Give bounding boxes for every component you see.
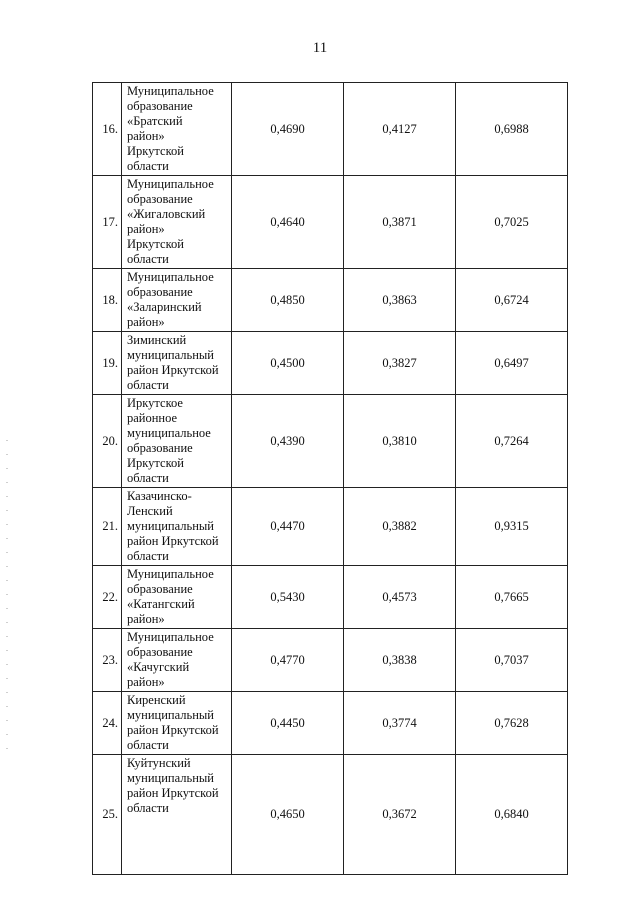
value-col-3: 0,7264 [456,395,568,488]
table-row [93,566,568,629]
table-row [93,692,568,755]
name-line: Иркутской [127,237,184,251]
municipality-name [122,332,232,395]
name-line: области [127,159,169,173]
row-number: 19. [93,332,122,395]
name-line: район» [127,315,165,329]
name-line: области [127,549,169,563]
name-line: муниципальный [127,771,214,785]
value-col-2: 0,3882 [344,488,456,566]
table-row [93,629,568,692]
name-line: Иркутской [127,456,184,470]
value-col-2: 0,3863 [344,269,456,332]
name-line: Муниципальное [127,84,214,98]
row-number: 25. [93,755,122,875]
value-col-1: 0,4450 [232,692,344,755]
value-col-2: 0,4127 [344,83,456,176]
name-line: Казачинско- [127,489,192,503]
value-col-2: 0,4573 [344,566,456,629]
name-line: район» [127,222,165,236]
name-line: образование [127,441,193,455]
value-col-2: 0,3871 [344,176,456,269]
name-line: Зиминский [127,333,187,347]
name-line: Муниципальное [127,270,214,284]
municipality-name [122,83,232,176]
name-line: «Заларинский [127,300,202,314]
name-line: образование [127,645,193,659]
name-line: «Братский [127,114,183,128]
value-col-3: 0,6840 [456,755,568,875]
name-line: район» [127,675,165,689]
name-line: области [127,471,169,485]
name-line: район» [127,129,165,143]
name-line: образование [127,99,193,113]
value-col-3: 0,6497 [456,332,568,395]
value-col-1: 0,5430 [232,566,344,629]
name-line: Муниципальное [127,177,214,191]
name-line: «Качугский [127,660,190,674]
name-line: Муниципальное [127,630,214,644]
name-line: Иркутское [127,396,183,410]
municipality-name [122,488,232,566]
value-col-1: 0,4640 [232,176,344,269]
table-row [93,395,568,488]
value-col-3: 0,7628 [456,692,568,755]
row-number: 20. [93,395,122,488]
value-col-3: 0,7665 [456,566,568,629]
page-number: 11 [312,40,328,56]
table-row [93,755,568,875]
name-line: район Иркутской [127,723,219,737]
value-col-3: 0,6988 [456,83,568,176]
row-number: 24. [93,692,122,755]
name-line: Иркутской [127,144,184,158]
value-col-2: 0,3838 [344,629,456,692]
name-line: муниципальный [127,519,214,533]
name-line: район Иркутской [127,363,219,377]
name-line: образование [127,582,193,596]
name-line: области [127,738,169,752]
row-number: 22. [93,566,122,629]
value-col-3: 0,6724 [456,269,568,332]
municipality-name [122,755,232,875]
row-number: 18. [93,269,122,332]
value-col-1: 0,4390 [232,395,344,488]
municipality-name [122,629,232,692]
scan-margin-artifact [6,440,8,760]
name-line: район» [127,612,165,626]
name-line: муниципальное [127,426,211,440]
value-col-3: 0,9315 [456,488,568,566]
name-line: Куйтунский [127,756,191,770]
row-number: 17. [93,176,122,269]
municipality-name [122,269,232,332]
row-number: 23. [93,629,122,692]
name-line: «Катангский [127,597,195,611]
row-number: 16. [93,83,122,176]
name-line: Киренский [127,693,186,707]
value-col-2: 0,3827 [344,332,456,395]
name-line: муниципальный [127,348,214,362]
value-col-1: 0,4500 [232,332,344,395]
name-line: области [127,801,169,815]
name-line: области [127,378,169,392]
table-row [93,332,568,395]
name-line: район Иркутской [127,534,219,548]
table-row [93,488,568,566]
value-col-1: 0,4690 [232,83,344,176]
name-line: образование [127,192,193,206]
name-line: области [127,252,169,266]
value-col-2: 0,3672 [344,755,456,875]
value-col-1: 0,4650 [232,755,344,875]
value-col-2: 0,3810 [344,395,456,488]
municipality-name [122,566,232,629]
table-row [93,83,568,176]
value-col-1: 0,4850 [232,269,344,332]
name-line: Ленский [127,504,173,518]
name-line: Муниципальное [127,567,214,581]
indicators-table [92,82,568,875]
table-row [93,269,568,332]
name-line: «Жигаловский [127,207,206,221]
row-number: 21. [93,488,122,566]
value-col-2: 0,3774 [344,692,456,755]
table-row [93,176,568,269]
municipality-name [122,692,232,755]
name-line: район Иркутской [127,786,219,800]
value-col-1: 0,4770 [232,629,344,692]
municipality-name [122,176,232,269]
value-col-3: 0,7025 [456,176,568,269]
value-col-1: 0,4470 [232,488,344,566]
value-col-3: 0,7037 [456,629,568,692]
table-body [93,83,568,875]
name-line: районное [127,411,178,425]
name-line: муниципальный [127,708,214,722]
municipality-name [122,395,232,488]
name-line: образование [127,285,193,299]
